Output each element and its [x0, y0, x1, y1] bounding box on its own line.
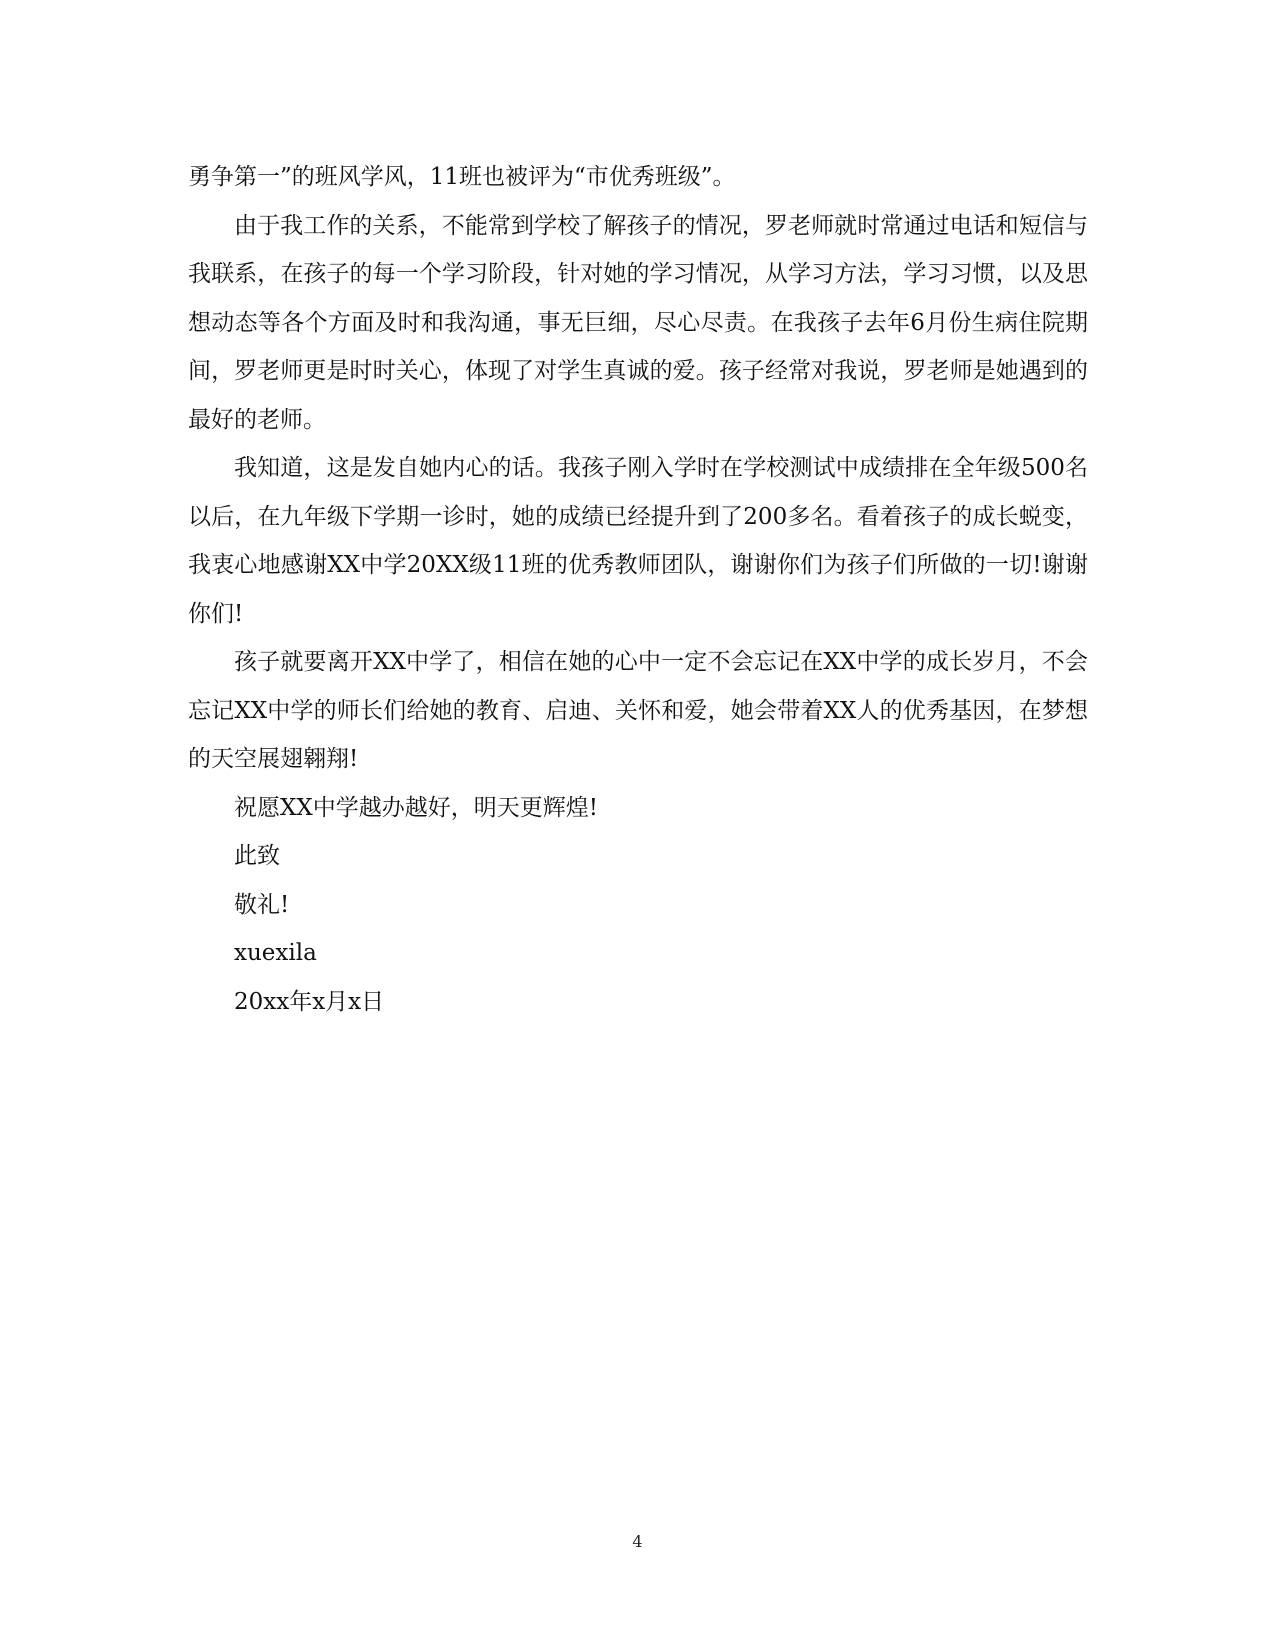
- paragraph-continuation: 勇争第一”的班风学风，11班也被评为“市优秀班级”。: [188, 164, 736, 190]
- closing-line: 此致: [234, 843, 280, 869]
- paragraph-wishes: 祝愿XX中学越办越好，明天更辉煌!: [234, 794, 598, 821]
- salutation-line: 敬礼!: [234, 891, 290, 918]
- paragraph-teacher-contact: 由于我工作的关系，不能常到学校了解孩子的情况，罗老师就时常通过电话和短信与我联系，在孩子的每一个学习阶段，针对她的学习情况，从学习方法，学习习惯，以及思想动态等各个方面及时和我沟通，事无巨细，尽心尽责。在我孩子去年6月份生病住院期间，罗老师更是时时关心，体现了对学生真诚的爱。孩子经常对我说，罗老师是她遇到的最好的老师。: [188, 212, 1088, 433]
- page-number: 4: [632, 1532, 643, 1551]
- date-line: 20xx年x月x日: [234, 988, 385, 1015]
- paragraph-student-progress: 我知道，这是发自她内心的话。我孩子刚入学时在学校测试中成绩排在全年级500名以后，在九年级下学期一诊时，她的成绩已经提升到了200多名。看着孩子的成长蜕变，我衷心地感谢XX中学20XX级11班的优秀教师团队，谢谢你们为孩子们所做的一切!谢谢你们!: [188, 455, 1088, 627]
- paragraph-farewell: 孩子就要离开XX中学了，相信在她的心中一定不会忘记在XX中学的成长岁月，不会忘记XX中学的师长们给她的教育、启迪、关怀和爱，她会带着XX人的优秀基因，在梦想的天空展翅翱翔!: [188, 649, 1088, 772]
- signature: xuexila: [234, 940, 317, 966]
- letter-body: [188, 153, 1088, 1026]
